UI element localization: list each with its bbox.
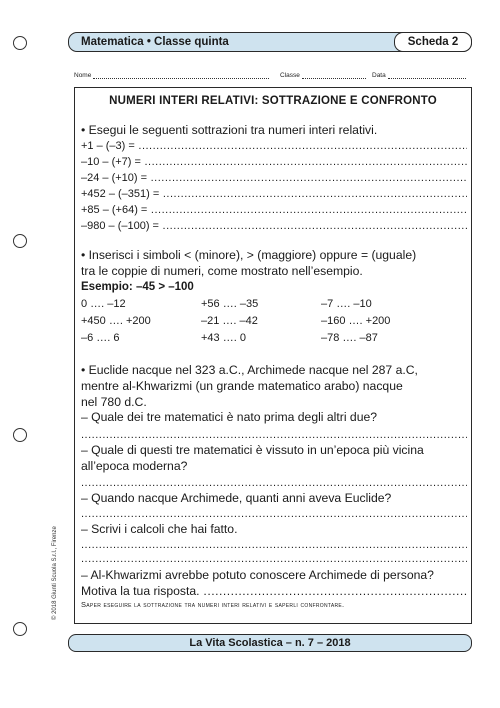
comparison-pair[interactable]: –7 …. –10 [321, 298, 372, 310]
header-title: Matematica • Classe quinta [81, 36, 229, 48]
worksheet-box [74, 87, 472, 624]
exercise-2-example: Esempio: –45 > –100 [81, 281, 194, 293]
exercise-1-instruction: • Esegui le seguenti sottrazioni tra numeri interi relativi. [81, 123, 378, 137]
class-label: Classe [280, 72, 300, 79]
worksheet-title: NUMERI INTERI RELATIVI: SOTTRAZIONE E CONFRONTO [109, 95, 437, 107]
question-3: – Quando nacque Archimede, quanti anni aveva Euclide? [81, 491, 392, 505]
question-3-calc: – Scrivi i calcoli che hai fatto. [81, 522, 238, 536]
binder-hole [13, 36, 27, 50]
footer-bar: La Vita Scolastica – n. 7 – 2018 [68, 634, 472, 652]
answer-line[interactable] [81, 476, 467, 490]
comparison-pair[interactable]: –21 …. –42 [201, 315, 258, 327]
answer-line[interactable] [81, 538, 467, 552]
binder-hole [13, 234, 27, 248]
learning-objective: Saper eseguire la sottrazione tra numeri interi relativi e saperli confrontare. [81, 600, 345, 609]
comparison-pair[interactable]: –78 …. –87 [321, 332, 378, 344]
question-2: – Quale di questi tre matematici è vissuto in un’epoca più vicina [81, 443, 424, 457]
sheet-number-badge: Scheda 2 [394, 32, 472, 52]
exercise-1-item[interactable]: –24 – (+10) = ..... [81, 171, 467, 185]
exercise-1-item[interactable]: +85 – (+64) = ..... [81, 203, 467, 217]
answer-line[interactable] [81, 507, 467, 521]
question-1: – Quale dei tre matematici è nato prima degli altri due? [81, 410, 378, 424]
comparison-pair[interactable]: +43 …. 0 [201, 332, 246, 344]
answer-line[interactable] [81, 552, 467, 566]
answer-line[interactable] [81, 428, 467, 442]
exercise-3-intro: mentre al-Khwarizmi (un grande matematico arabo) nacque [81, 379, 403, 393]
exercise-1-item[interactable]: –10 – (+7) = ..... [81, 155, 467, 169]
name-label: Nome [74, 72, 92, 79]
comparison-pair[interactable]: +450 …. +200 [81, 315, 151, 327]
exercise-1-item[interactable]: +1 – (–3) = ..... [81, 139, 467, 153]
exercise-2-instruction: • Inserisci i simboli < (minore), > (maggiore) oppure = (uguale) [81, 248, 417, 262]
class-field[interactable] [280, 71, 366, 79]
date-field[interactable] [372, 71, 466, 79]
exercise-2-instruction: tra le coppie di numeri, come mostrato nell’esempio. [81, 264, 363, 278]
binder-hole [13, 622, 27, 636]
copyright-note: © 2018 Giunti Scuola S.r.l., Firenze [52, 526, 58, 620]
question-4: – Al-Khwarizmi avrebbe potuto conoscere Archimede di persona? [81, 568, 434, 582]
comparison-pair[interactable]: +56 …. –35 [201, 298, 259, 310]
binder-hole [13, 428, 27, 442]
comparison-pair[interactable]: –160 …. +200 [321, 315, 391, 327]
exercise-3-intro: • Euclide nacque nel 323 a.C., Archimede nacque nel 287 a.C, [81, 363, 418, 377]
comparison-pair[interactable]: 0 …. –12 [81, 298, 126, 310]
name-field[interactable] [74, 71, 269, 79]
exercise-3-intro: nel 780 d.C. [81, 395, 147, 409]
comparison-pair[interactable]: –6 …. 6 [81, 332, 120, 344]
exercise-1-item[interactable]: +452 – (–351) = ..... [81, 187, 467, 201]
exercise-1-item[interactable]: –980 – (–100) = ..... [81, 219, 467, 233]
date-label: Data [372, 72, 386, 79]
question-2: all’epoca moderna? [81, 459, 188, 473]
question-4: Motiva la tua risposta. ..... [81, 584, 467, 598]
